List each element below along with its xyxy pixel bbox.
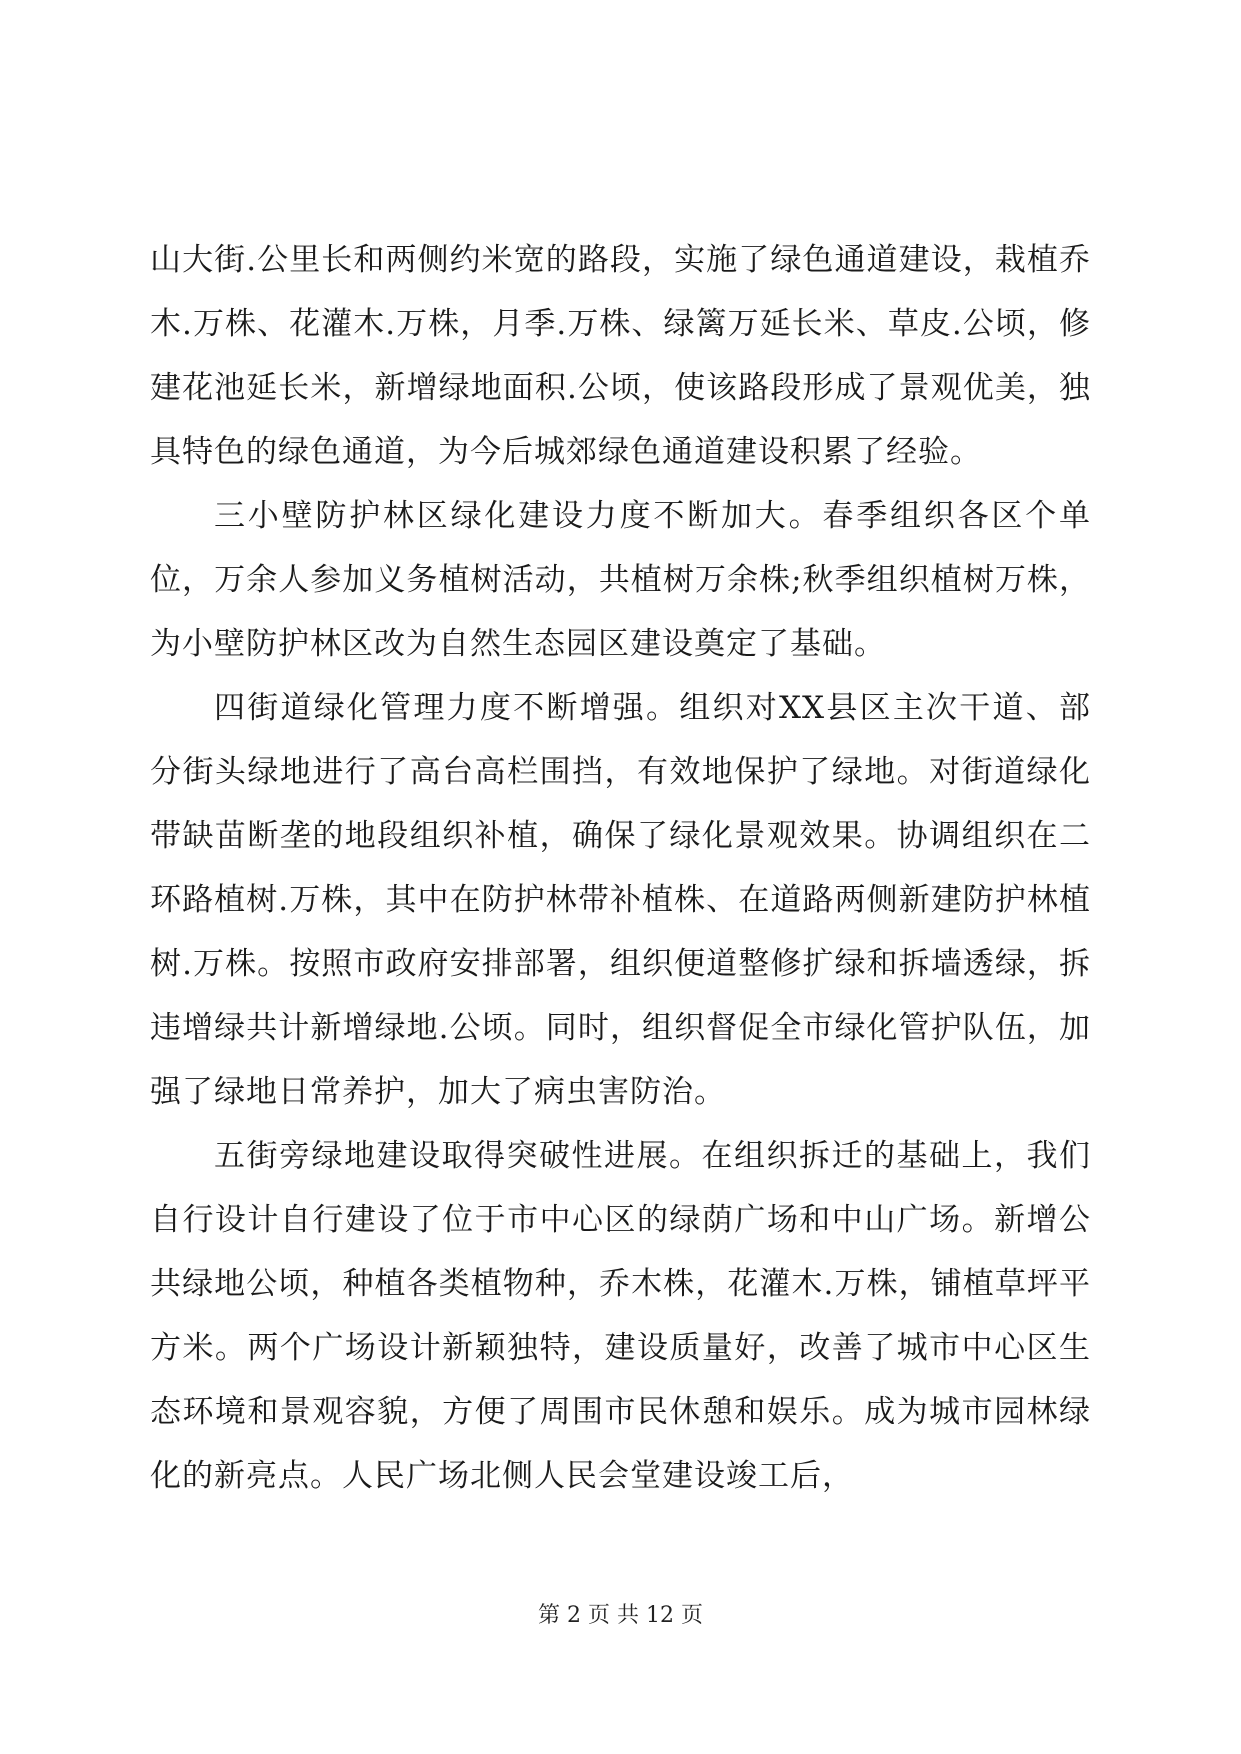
- paragraph-2: 三小壁防护林区绿化建设力度不断加大。春季组织各区个单位，万余人参加义务植树活动，共植树万余株;秋季组织植树万株，为小壁防护林区改为自然生态园区建设奠定了基础。: [150, 498, 1091, 662]
- paragraph-4: 五街旁绿地建设取得突破性进展。在组织拆迁的基础上，我们自行设计自行建设了位于市中心区的绿荫广场和中山广场。新增公共绿地公顷，种植各类植物种，乔木株，花灌木.万株，铺植草坪平方米。两个广场设计新颖独特，建设质量好，改善了城市中心区生态环境和景观容貌，方便了周围市民休憩和娱乐。成为城市园林绿化的新亮点。人民广场北侧人民会堂建设竣工后，: [150, 1138, 1091, 1494]
- document-body: [150, 228, 1091, 1508]
- page-number-footer: 第 2 页 共 12 页: [538, 1603, 703, 1628]
- paragraph-3: 四街道绿化管理力度不断增强。组织对XX县区主次干道、部分街头绿地进行了高台高栏围挡，有效地保护了绿地。对街道绿化带缺苗断垄的地段组织补植，确保了绿化景观效果。协调组织在二环路植树.万株，其中在防护林带补植株、在道路两侧新建防护林植树.万株。按照市政府安排部署，组织便道整修扩绿和拆墙透绿，拆违增绿共计新增绿地.公顷。同时，组织督促全市绿化管护队伍，加强了绿地日常养护，加大了病虫害防治。: [150, 690, 1091, 1110]
- paragraph-1: 山大街.公里长和两侧约米宽的路段，实施了绿色通道建设，栽植乔木.万株、花灌木.万株，月季.万株、绿篱万延长米、草皮.公顷，修建花池延长米，新增绿地面积.公顷，使该路段形成了景观优美，独具特色的绿色通道，为今后城郊绿色通道建设积累了经验。: [150, 242, 1091, 470]
